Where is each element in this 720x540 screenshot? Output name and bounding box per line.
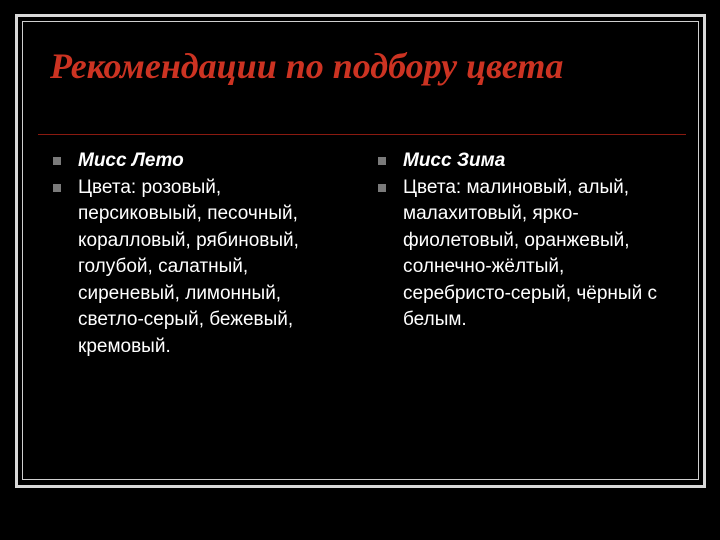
slide-title: Рекомендации по подбору цвета: [50, 46, 564, 86]
square-bullet-icon: [378, 184, 386, 192]
list-item-heading: [375, 148, 665, 175]
left-column: [50, 148, 340, 360]
right-column: [375, 148, 665, 334]
colors-text: Цвета: розовый, персиковыый, песочный, коралловый, рябиновый, голубой, салатный, сиреневый, лимонный, светло-серый, бежевый, кремовый.: [78, 176, 299, 357]
column-heading: Мисс Лето: [78, 150, 184, 171]
column-heading: Мисс Зима: [403, 150, 506, 171]
list-item-colors: [375, 175, 665, 334]
title-divider: [38, 134, 686, 135]
square-bullet-icon: [53, 157, 61, 165]
square-bullet-icon: [378, 157, 386, 165]
colors-text: Цвета: малиновый, алый, малахитовый, ярко-фиолетовый, оранжевый, солнечно-жёлтый, серебристо-серый, чёрный с белым.: [403, 176, 657, 330]
list-item-colors: [50, 175, 340, 361]
square-bullet-icon: [53, 184, 61, 192]
list-item-heading: [50, 148, 340, 175]
